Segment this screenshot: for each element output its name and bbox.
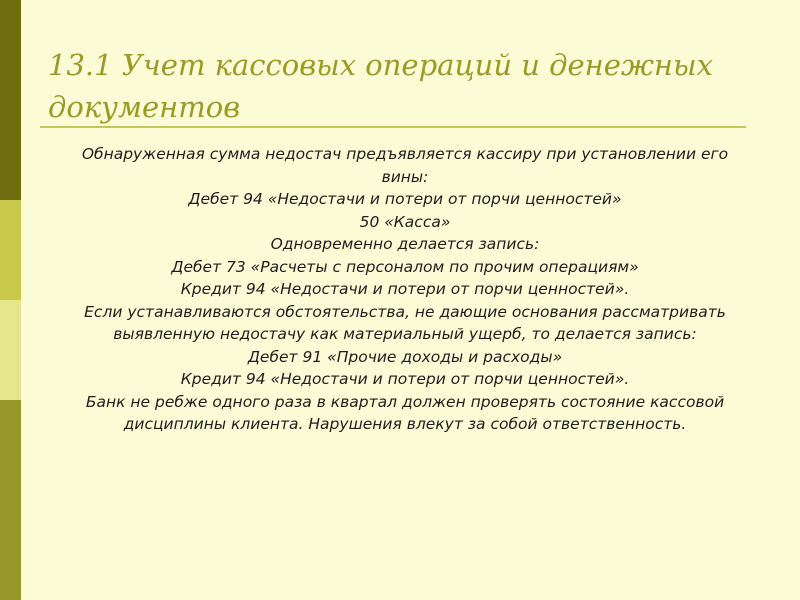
slide-title: 13.1 Учет кассовых операций и денежных документов <box>48 48 713 124</box>
body-line: Дебет 91 «Прочие доходы и расходы» <box>247 347 563 366</box>
body-line: Дебет 73 «Расчеты с персоналом по прочим операциям» <box>171 257 639 276</box>
body-line: Одновременно делается запись: <box>270 235 540 253</box>
body-line: Дебет 94 «Недостачи и потери от порчи ценностей» <box>188 190 622 208</box>
title-underline <box>40 126 746 128</box>
bar-segment-light <box>0 300 21 400</box>
left-decorative-bar <box>0 0 21 600</box>
bar-segment-olive <box>0 400 21 600</box>
slide-body <box>60 143 750 436</box>
body-line: 50 «Касса» <box>359 212 451 231</box>
bar-segment-mid <box>0 200 21 300</box>
body-line: Если устанавливаются обстоятельства, не дающие основания рассматривать выявленную недостачу как материальный ущерб, то делается запись: <box>84 302 726 343</box>
body-line: Кредит 94 «Недостачи и потери от порчи ценностей». <box>180 280 630 298</box>
bar-segment-dark <box>0 0 21 200</box>
body-line: Обнаруженная сумма недостач предъявляется кассиру при установлении его вины: <box>81 145 729 186</box>
body-line: Кредит 94 «Недостачи и потери от порчи ценностей». <box>180 370 630 388</box>
body-line: Банк не ребже одного раза в квартал должен проверять состояние кассовой дисциплины клиента. Нарушения влекут за собой ответственность. <box>85 392 725 433</box>
